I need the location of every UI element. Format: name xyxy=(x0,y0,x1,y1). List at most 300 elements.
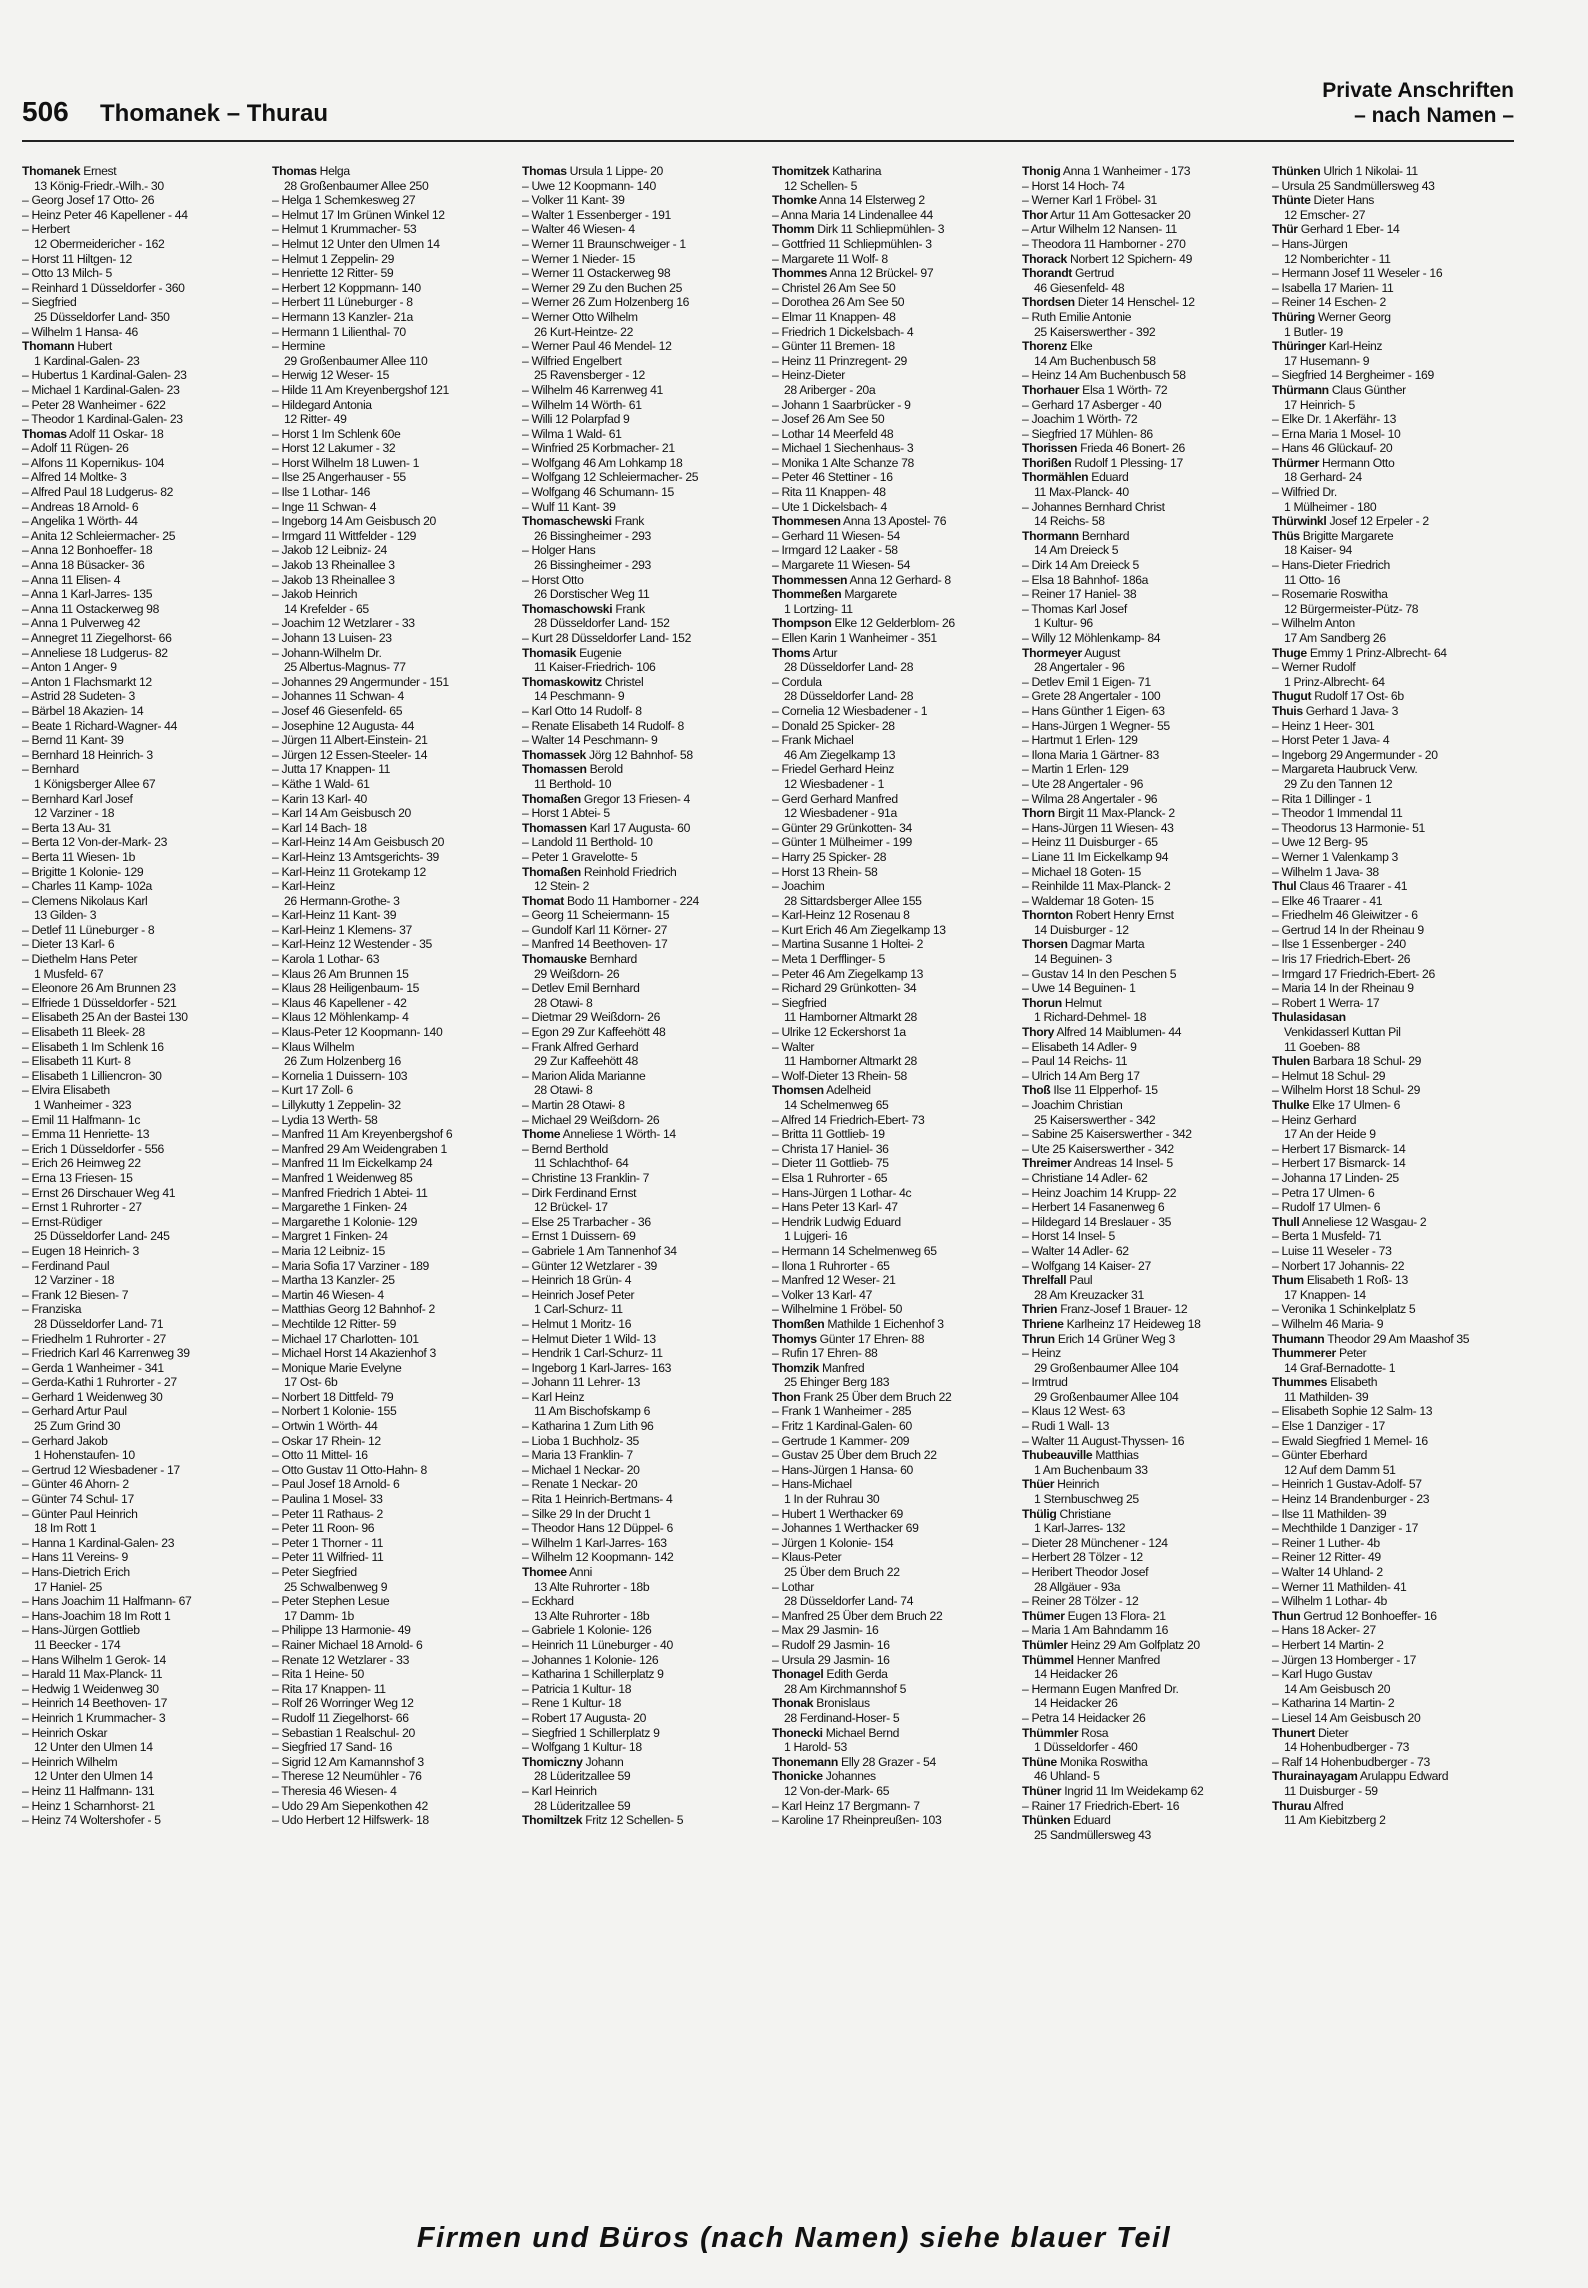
listing-entry: – Christel 26 Am See 50 xyxy=(772,280,896,295)
listing-entry: – Bernd 11 Kant- 39 xyxy=(22,733,124,748)
listing-entry: 28 Ferdinand-Hoser- 5 xyxy=(784,1710,900,1725)
listing-entry: – Hans 18 Acker- 27 xyxy=(1272,1623,1376,1638)
listing-entry: – Günter 29 Grünkotten- 34 xyxy=(772,820,912,835)
listing-entry: – Irmgard 11 Wittfelder - 129 xyxy=(272,528,417,543)
listing-entry: – Klaus 12 Möhlenkamp- 4 xyxy=(272,1010,409,1025)
listing-entry: – Elsa 1 Ruhrorter - 65 xyxy=(772,1170,888,1185)
listing-entry: Thorißen Rudolf 1 Plessing- 17 xyxy=(1022,455,1183,470)
listing-entry: Thum Elisabeth 1 Roß- 13 xyxy=(1272,1273,1408,1288)
listing-entry: 29 Weißdorn- 26 xyxy=(534,966,620,981)
listing-entry: Thordsen Dieter 14 Henschel- 12 xyxy=(1022,295,1195,310)
listing-entry: – Cornelia 12 Wiesbadener - 1 xyxy=(772,703,928,718)
listing-entry: – Uwe 14 Beguinen- 1 xyxy=(1022,981,1136,996)
listing-entry: – Jakob Heinrich xyxy=(272,587,358,602)
listing-entry: – Berta 12 Von-der-Mark- 23 xyxy=(22,835,167,850)
listing-entry: Thümmel Henner Manfred xyxy=(1022,1652,1160,1667)
listing-entry: 29 Großenbaumer Allee 104 xyxy=(1034,1389,1179,1404)
listing-entry: – Reiner 12 Ritter- 49 xyxy=(1272,1550,1381,1565)
listing-entry: – Elmar 11 Knappen- 48 xyxy=(772,309,896,324)
surname: Thomassek xyxy=(522,747,586,762)
page-footer-note: Firmen und Büros (nach Namen) siehe blauer Teil xyxy=(416,2222,1172,2254)
listing-entry: – Werner 11 Ostackerweg 98 xyxy=(522,266,671,281)
listing-entry: – Gerhard Jakob xyxy=(22,1433,108,1448)
listing-entry: – Rainer 17 Friedrich-Ebert- 16 xyxy=(1022,1798,1180,1813)
listing-entry: – Klaus Wilhelm xyxy=(272,1039,355,1054)
listing-entry: Threimer Andreas 14 Insel- 5 xyxy=(1022,1156,1173,1171)
listing-entry: – Rudolf 29 Jasmin- 16 xyxy=(772,1637,890,1652)
listing-entry: – Walter 46 Wiesen- 4 xyxy=(522,222,635,237)
listing-entry: Thonemann Elly 28 Grazer - 54 xyxy=(772,1754,936,1769)
listing-entry: – Heinrich Oskar xyxy=(22,1725,108,1740)
listing-entry: 46 Giesenfeld- 48 xyxy=(1034,280,1125,295)
listing-entry: – Hermine xyxy=(272,339,326,354)
listing-entry: Thomsen Adelheid xyxy=(772,1083,871,1098)
listing-entry: – Christine 13 Franklin- 7 xyxy=(522,1170,650,1185)
listing-entry: Thulke Elke 17 Ulmen- 6 xyxy=(1272,1098,1401,1112)
listing-column-2 xyxy=(272,164,514,2224)
listing-entry: – Karl-Heinz 12 Westender - 35 xyxy=(272,937,432,952)
listing-entry: Thomaßen Reinhold Friedrich xyxy=(522,864,677,879)
listing-entry: 12 Varziner - 18 xyxy=(34,806,115,821)
listing-entry: – Rainer Michael 18 Arnold- 6 xyxy=(272,1637,423,1652)
listing-entry: Thummerer Peter xyxy=(1272,1346,1367,1361)
listing-entry: – Hildegard Antonia xyxy=(272,397,372,412)
surname: Thommessen xyxy=(772,572,848,587)
listing-entry: Thomaskowitz Christel xyxy=(522,674,644,689)
listing-entry: – Anna 18 Büsacker- 36 xyxy=(22,558,145,573)
listing-entry: – Erna 13 Friesen- 15 xyxy=(22,1170,133,1185)
listing-entry: – Eckhard xyxy=(522,1594,574,1609)
listing-entry: 17 Knappen- 14 xyxy=(1284,1287,1366,1302)
listing-entry: – Gabriele 1 Kolonie- 126 xyxy=(522,1623,652,1638)
listing-entry: – Ortwin 1 Wörth- 44 xyxy=(272,1419,378,1434)
listing-entry: – Elisabeth 25 An der Bastei 130 xyxy=(22,1010,188,1025)
surname: Thomas xyxy=(272,164,317,178)
listing-entry: – Ulrich 14 Am Berg 17 xyxy=(1022,1068,1140,1083)
surname: Thomauske xyxy=(522,952,587,967)
listing-entry: 1 Karl-Jarres- 132 xyxy=(1034,1521,1126,1536)
listing-entry: – Bernhard xyxy=(22,762,79,777)
listing-entry: – Siegfried 1 Schillerplatz 9 xyxy=(522,1725,660,1740)
listing-entry: – Joachim Christian xyxy=(1022,1098,1123,1112)
listing-entry: – Renate 1 Neckar- 20 xyxy=(522,1477,638,1492)
listing-entry: – Iris 17 Friedrich-Ebert- 26 xyxy=(1272,952,1411,967)
listing-entry: Thommesen Anna 13 Apostel- 76 xyxy=(772,514,947,529)
listing-entry: – Werner 1 Valenkamp 3 xyxy=(1272,849,1398,864)
listing-entry: 18 Kaiser- 94 xyxy=(1284,543,1352,558)
listing-entry: – Dirk 14 Am Dreieck 5 xyxy=(1022,558,1139,573)
listing-entry: – Johann 13 Luisen- 23 xyxy=(272,631,392,645)
listing-entry: Thriene Karlheinz 17 Heideweg 18 xyxy=(1022,1316,1201,1331)
listing-entry: – Walter 14 Peschmann- 9 xyxy=(522,733,658,748)
listing-entry: – Hermann 13 Kanzler- 21a xyxy=(272,309,413,324)
listing-entry: – Ute 25 Kaiserswerther - 342 xyxy=(1022,1141,1174,1156)
listing-entry: Thorandt Gertrud xyxy=(1022,266,1114,281)
listing-entry: – Siegfried xyxy=(22,295,77,310)
listing-entry: – Christiane 14 Adler- 62 xyxy=(1022,1170,1148,1185)
listing-entry: – Silke 29 In der Drucht 1 xyxy=(522,1506,651,1521)
listing-entry: – Robert 17 Augusta- 20 xyxy=(522,1710,647,1725)
listing-entry: – Anna 1 Pulverweg 42 xyxy=(22,616,140,631)
listing-entry: Thomas Adolf 11 Oskar- 18 xyxy=(22,426,164,441)
listing-entry: 26 Kurt-Heintze- 22 xyxy=(534,324,634,339)
listing-entry: – Peter 28 Wanheimer - 622 xyxy=(22,397,166,412)
listing-entry: – Rosemarie Roswitha xyxy=(1272,587,1388,602)
listing-entry: – Reiner 28 Tölzer - 12 xyxy=(1022,1594,1139,1609)
listing-entry: Thonak Bronislaus xyxy=(772,1696,870,1711)
listing-entry: 1 Lortzing- 11 xyxy=(784,601,853,616)
listing-entry: 12 Wiesbadener - 1 xyxy=(784,776,885,791)
listing-entry: – Paul 14 Reichs- 11 xyxy=(1022,1054,1128,1069)
listing-entry: – Hans Peter 13 Karl- 47 xyxy=(772,1200,898,1215)
listing-entry: 28 Am Kirchmannshof 5 xyxy=(784,1681,907,1696)
listing-entry: – Eleonore 26 Am Brunnen 23 xyxy=(22,981,176,996)
listing-entry: – Franziska xyxy=(22,1302,82,1317)
listing-entry: 14 Graf-Bernadotte- 1 xyxy=(1284,1360,1396,1375)
listing-entry: – Joachim xyxy=(772,879,825,894)
listing-entry: 26 Dorstischer Weg 11 xyxy=(534,587,650,602)
listing-entry: – Gerhard 17 Asberger - 40 xyxy=(1022,397,1162,412)
listing-entry: – Günter Eberhard xyxy=(1272,1448,1367,1463)
surname: Thomaschewski xyxy=(522,514,612,529)
listing-entry: – Sabine 25 Kaiserswerther - 342 xyxy=(1022,1127,1192,1142)
listing-entry: Thulen Barbara 18 Schul- 29 xyxy=(1272,1054,1422,1069)
listing-entry: – Helmut 12 Unter den Ulmen 14 xyxy=(272,236,440,251)
listing-entry: Thommessen Anna 12 Gerhard- 8 xyxy=(772,572,951,587)
listing-entry: – Hildegard 14 Breslauer - 35 xyxy=(1022,1214,1172,1229)
listing-entry: Thun Gertrud 12 Bonhoeffer- 16 xyxy=(1272,1608,1437,1623)
surname: Thrien xyxy=(1022,1302,1058,1317)
listing-entry: 29 Großenbaumer Allee 110 xyxy=(284,353,428,368)
listing-entry: – Manfred 25 Über dem Bruch 22 xyxy=(772,1608,943,1623)
listing-entry: – Herbert 11 Lüneburger - 8 xyxy=(272,295,413,310)
listing-entry: – Elisabeth 11 Kurt- 8 xyxy=(22,1054,131,1069)
listing-entry: – Veronika 1 Schinkelplatz 5 xyxy=(1272,1302,1416,1317)
listing-entry: 12 Unter den Ulmen 14 xyxy=(34,1740,153,1755)
listing-entry: – Günter Paul Heinrich xyxy=(22,1506,138,1521)
listing-entry: – Karl 14 Am Geisbusch 20 xyxy=(272,806,411,821)
listing-entry: – Elisabeth 1 Lilliencron- 30 xyxy=(22,1068,162,1083)
listing-entry: – Ernst 26 Dirschauer Weg 41 xyxy=(22,1185,176,1200)
listing-entry: – Ilona 1 Ruhrorter - 65 xyxy=(772,1258,890,1273)
listing-entry: – Wolfgang 1 Kultur- 18 xyxy=(522,1740,642,1755)
listing-entry: 14 Hohenbudberger - 73 xyxy=(1284,1740,1410,1755)
listing-entry: – Sebastian 1 Realschul- 20 xyxy=(272,1725,415,1740)
surname: Thome xyxy=(522,1127,561,1142)
listing-entry: Thome Anneliese 1 Wörth- 14 xyxy=(522,1127,676,1142)
listing-entry: 13 Alte Ruhrorter - 18b xyxy=(534,1608,650,1623)
listing-entry: – Theodor Hans 12 Düppel- 6 xyxy=(522,1521,673,1536)
listing-entry: 11 Am Kiebitzberg 2 xyxy=(1284,1813,1386,1828)
surname: Thuge xyxy=(1272,645,1307,660)
listing-entry: – Renate Elisabeth 14 Rudolf- 8 xyxy=(522,718,684,733)
listing-entry: – Friedhelm 46 Gleiwitzer - 6 xyxy=(1272,908,1418,923)
listing-entry: – Hubertus 1 Kardinal-Galen- 23 xyxy=(22,368,187,383)
listing-entry: 28 Otawi- 8 xyxy=(534,995,593,1010)
listing-entry: – Georg Josef 17 Otto- 26 xyxy=(22,193,155,208)
listing-entry: 46 Uhland- 5 xyxy=(1034,1769,1100,1784)
listing-entry: – Helmut 1 Zeppelin- 29 xyxy=(272,251,395,266)
listing-entry: – Karl Otto 14 Rudolf- 8 xyxy=(522,703,642,718)
listing-entry: – Martin 28 Otawi- 8 xyxy=(522,1098,625,1112)
listing-entry: – Petra 17 Ulmen- 6 xyxy=(1272,1185,1375,1200)
listing-entry: Thomitzek Katharina xyxy=(772,164,882,178)
listing-entry: – Rudi 1 Wall- 13 xyxy=(1022,1419,1110,1434)
listing-entry: – Gerhard 11 Wiesen- 54 xyxy=(772,528,900,543)
surname: Thomaßen xyxy=(522,791,581,806)
listing-entry: – Siegfried 17 Mühlen- 86 xyxy=(1022,426,1153,441)
listing-entry: – Cordula xyxy=(772,674,822,689)
header-rule xyxy=(22,140,1514,142)
listing-entry: Thonicke Johannes xyxy=(772,1769,876,1784)
listing-entry: – Dietmar 29 Weißdorn- 26 xyxy=(522,1010,661,1025)
listing-entry: – Walter 11 August-Thyssen- 16 xyxy=(1022,1433,1185,1448)
listing-entry: 11 Berthold- 10 xyxy=(534,776,612,791)
listing-entry: Thür Gerhard 1 Eber- 14 xyxy=(1272,222,1400,237)
listing-entry: 11 Am Bischofskamp 6 xyxy=(534,1404,651,1419)
surname: Thurainayagam xyxy=(1272,1769,1358,1784)
surname: Thümler xyxy=(1022,1637,1068,1652)
listing-entry: – Michael Horst 14 Akazienhof 3 xyxy=(272,1346,436,1361)
listing-entry: Thomys Günter 17 Ehren- 88 xyxy=(772,1331,925,1346)
listing-entry: – Helmut 17 Im Grünen Winkel 12 xyxy=(272,207,445,222)
listing-entry: Thürmer Hermann Otto xyxy=(1272,455,1395,470)
listing-entry: – Alfred Paul 18 Ludgerus- 82 xyxy=(22,485,174,500)
listing-entry: – Udo 29 Am Siepenkothen 42 xyxy=(272,1798,428,1813)
listing-entry: – Hans-Michael xyxy=(772,1477,852,1492)
listing-entry: – Emil 11 Halfmann- 1c xyxy=(22,1112,141,1127)
listing-entry: – Maria 12 Leibniz- 15 xyxy=(272,1243,385,1258)
surname: Thommes xyxy=(772,266,828,281)
listing-entry: Thomassen Karl 17 Augusta- 60 xyxy=(522,820,691,835)
listing-entry: 14 Am Buchenbusch 58 xyxy=(1034,353,1156,368)
listing-entry: 26 Hermann-Grothe- 3 xyxy=(284,893,400,908)
listing-entry: 25 Kaiserswerther - 392 xyxy=(1034,324,1156,339)
listing-entry: – Norbert 18 Dittfeld- 79 xyxy=(272,1389,394,1404)
surname: Thümmler xyxy=(1022,1725,1079,1740)
listing-entry: – Hans-Jürgen 1 Hansa- 60 xyxy=(772,1462,913,1477)
listing-entry: – Karin 13 Karl- 40 xyxy=(272,791,367,806)
surname: Thun xyxy=(1272,1608,1301,1623)
listing-entry: – Elke 46 Traarer - 41 xyxy=(1272,893,1383,908)
listing-entry: 25 Ehinger Berg 183 xyxy=(784,1375,890,1390)
listing-entry: 13 Alte Ruhrorter - 18b xyxy=(534,1579,650,1594)
listing-entry: – Käthe 1 Wald- 61 xyxy=(272,776,370,791)
listing-entry: Threlfall Paul xyxy=(1022,1273,1093,1288)
listing-entry: – Inge 11 Schwan- 4 xyxy=(272,499,377,514)
listing-entry: 12 Stein- 2 xyxy=(534,879,590,894)
listing-entry: 1 Carl-Schurz- 11 xyxy=(534,1302,623,1317)
surname: Thunert xyxy=(1272,1725,1315,1740)
listing-column-6 xyxy=(1272,164,1514,2224)
listing-entry: 12 Wiesbadener - 91a xyxy=(784,806,897,821)
listing-entry: 46 Am Ziegelkamp 13 xyxy=(784,747,896,762)
surname: Threimer xyxy=(1022,1156,1072,1171)
listing-entry: – Robert 1 Werra- 17 xyxy=(1272,995,1380,1010)
listing-entry: – Gertrude 1 Kammer- 209 xyxy=(772,1433,910,1448)
listing-entry: – Klaus-Peter xyxy=(772,1550,842,1565)
listing-entry: Thuis Gerhard 1 Java- 3 xyxy=(1272,703,1399,718)
listing-entry: 12 Brückel- 17 xyxy=(534,1200,608,1215)
listing-entry: – Herbert 14 Fasanenweg 6 xyxy=(1022,1200,1165,1215)
surname: Thomßen xyxy=(772,1316,825,1331)
listing-entry: 11 Hamborner Altmarkt 28 xyxy=(784,1010,917,1025)
listing-entry: – Horst Wilhelm 18 Luwen- 1 xyxy=(272,455,420,470)
listing-entry: 28 Ariberger - 20a xyxy=(784,382,876,397)
listing-entry: – Theodora 11 Hamborner - 270 xyxy=(1022,236,1186,251)
listing-entry: Thomassek Jörg 12 Bahnhof- 58 xyxy=(522,747,693,762)
surname: Thomann xyxy=(22,339,75,354)
listing-entry: – Hedwig 1 Weidenweg 30 xyxy=(22,1681,159,1696)
listing-entry: Thor Artur 11 Am Gottesacker 20 xyxy=(1022,207,1191,222)
listing-entry: – Dieter 13 Karl- 6 xyxy=(22,937,115,952)
listing-entry: – Horst Peter 1 Java- 4 xyxy=(1272,733,1390,748)
listing-entry: – Holger Hans xyxy=(522,543,596,558)
surname: Thon xyxy=(772,1389,801,1404)
listing-entry: – Klaus 46 Kapellener - 42 xyxy=(272,995,407,1010)
listing-entry: – Horst 13 Rhein- 58 xyxy=(772,864,878,879)
surname: Thürwinkl xyxy=(1272,514,1327,529)
listing-entry: 11 Hamborner Altmarkt 28 xyxy=(784,1054,917,1069)
listing-entry: – Rudolf 11 Ziegelhorst- 66 xyxy=(272,1710,409,1725)
listing-entry: – Horst 11 Hiltgen- 12 xyxy=(22,251,132,266)
listing-entry: – Uwe 12 Koopmann- 140 xyxy=(522,178,656,193)
listing-entry: – Wilhelm 46 Karrenweg 41 xyxy=(522,382,663,397)
listing-entry: Thüne Monika Roswitha xyxy=(1022,1754,1148,1769)
listing-entry: Thomaßen Gregor 13 Friesen- 4 xyxy=(522,791,690,806)
listing-entry: – Gertrud 12 Wiesbadener - 17 xyxy=(22,1462,180,1477)
listing-entry: 29 Zur Kaffeehött 48 xyxy=(534,1054,638,1069)
listing-entry: – Elke Dr. 1 Akerfähr- 13 xyxy=(1272,412,1397,427)
listing-entry: – Diethelm Hans Peter xyxy=(22,952,138,967)
listing-entry: – Walter 14 Adler- 62 xyxy=(1022,1243,1129,1258)
listing-column-5 xyxy=(1022,164,1264,2224)
listing-entry: 1 Kultur- 96 xyxy=(1034,616,1093,631)
listing-column-3 xyxy=(522,164,764,2224)
listing-columns xyxy=(22,164,1514,2224)
surname: Thürmann xyxy=(1272,382,1329,397)
listing-entry: 1 Königsberger Allee 67 xyxy=(34,776,156,791)
listing-entry: 28 Düsseldorfer Land- 71 xyxy=(34,1316,164,1331)
listing-entry: – Werner Paul 46 Mendel- 12 xyxy=(522,339,672,354)
listing-entry: – Werner 29 Zu den Buchen 25 xyxy=(522,280,683,295)
listing-entry: – Philippe 13 Harmonie- 49 xyxy=(272,1623,411,1638)
listing-entry: Venkidasserl Kuttan Pil xyxy=(1284,1025,1401,1040)
section-title-line1: Private Anschriften xyxy=(1322,79,1514,102)
listing-entry: – Horst 1 Im Schlenk 60e xyxy=(272,426,401,441)
listing-entry: – Hubert 1 Werthacker 69 xyxy=(772,1506,903,1521)
listing-entry: – Horst 1 Abtei- 5 xyxy=(522,806,610,821)
listing-entry: – Klaus 26 Am Brunnen 15 xyxy=(272,966,409,981)
listing-entry: Thomiczny Johann xyxy=(522,1754,624,1769)
listing-entry: – Harald 11 Max-Planck- 11 xyxy=(22,1667,163,1682)
surname: Thornton xyxy=(1022,908,1073,923)
listing-entry: – Heinrich 18 Grün- 4 xyxy=(522,1273,632,1288)
listing-entry: – Annegret 11 Ziegelhorst- 66 xyxy=(22,631,172,645)
listing-entry: – Landold 11 Berthold- 10 xyxy=(522,835,653,850)
listing-entry: – Gundolf Karl 11 Körner- 27 xyxy=(522,922,668,937)
listing-entry: – Frank Michael xyxy=(772,733,854,748)
listing-entry: – Herwig 12 Weser- 15 xyxy=(272,368,390,383)
listing-entry: – Margarethe 1 Finken- 24 xyxy=(272,1200,407,1215)
listing-entry: – Johannes 11 Schwan- 4 xyxy=(272,689,404,704)
listing-entry: – Eugen 18 Heinrich- 3 xyxy=(22,1243,139,1258)
listing-entry: – Georg 11 Scheiermann- 15 xyxy=(522,908,670,923)
listing-entry: – Manfred 12 Weser- 21 xyxy=(772,1273,896,1288)
surname: Thümmel xyxy=(1022,1652,1074,1667)
listing-entry: – Heinz 74 Woltershofer - 5 xyxy=(22,1813,161,1828)
listing-entry: Thümmler Rosa xyxy=(1022,1725,1109,1740)
surname: Thomaskowitz xyxy=(522,674,602,689)
listing-entry: – Johann-Wilhelm Dr. xyxy=(272,645,382,660)
listing-entry: – Monique Marie Evelyne xyxy=(272,1360,402,1375)
listing-entry: – Irmgard 12 Laaker - 58 xyxy=(772,543,898,558)
page-number: 506 xyxy=(22,96,69,127)
listing-entry: – Harry 25 Spicker- 28 xyxy=(772,849,887,864)
listing-entry: – Jürgen 13 Homberger - 17 xyxy=(1272,1652,1417,1667)
listing-entry: Thomiltzek Fritz 12 Schellen- 5 xyxy=(522,1813,684,1828)
listing-entry: 17 An der Heide 9 xyxy=(1284,1127,1376,1142)
listing-entry: – Hans Joachim 11 Halfmann- 67 xyxy=(22,1594,192,1609)
listing-entry: – Erich 26 Heimweg 22 xyxy=(22,1156,141,1171)
listing-entry: – Matthias Georg 12 Bahnhof- 2 xyxy=(272,1302,435,1317)
listing-column-4 xyxy=(772,164,1014,2224)
listing-entry: Thormeyer August xyxy=(1022,645,1121,660)
listing-entry: – Donald 25 Spicker- 28 xyxy=(772,718,895,733)
listing-entry: – Margret 1 Finken- 24 xyxy=(272,1229,388,1244)
listing-entry: 1 Sternbuschweg 25 xyxy=(1034,1492,1139,1507)
listing-entry: – Theodor 1 Immendal 11 xyxy=(1272,806,1403,821)
surname: Thumann xyxy=(1272,1331,1325,1346)
listing-entry: Thoß Ilse 11 Elpperhof- 15 xyxy=(1022,1083,1158,1098)
listing-entry: – Artur Wilhelm 12 Nansen- 11 xyxy=(1022,222,1177,237)
listing-entry: – Elisabeth 1 Im Schlenk 16 xyxy=(22,1039,164,1054)
listing-entry: – Christa 17 Haniel- 36 xyxy=(772,1141,889,1156)
listing-entry: – Hermann Eugen Manfred Dr. xyxy=(1022,1681,1179,1696)
listing-entry: 29 Zu den Tannen 12 xyxy=(1284,776,1393,791)
surname: Thomitzek xyxy=(772,164,830,178)
listing-entry: – Friedrich 1 Dickelsbach- 4 xyxy=(772,324,914,339)
listing-entry: 1 Hohenstaufen- 10 xyxy=(34,1448,135,1463)
listing-entry: Thümler Heinz 29 Am Golfplatz 20 xyxy=(1022,1637,1200,1652)
listing-entry: Thormählen Eduard xyxy=(1022,470,1129,485)
listing-entry: – Bernhard 18 Heinrich- 3 xyxy=(22,747,153,762)
listing-entry: – Therese 12 Neumühler - 76 xyxy=(272,1769,422,1784)
listing-entry: – Peter 46 Stettiner - 16 xyxy=(772,470,893,485)
surname: Thommesen xyxy=(772,514,841,529)
listing-entry: – Hans Günther 1 Eigen- 63 xyxy=(1022,703,1165,718)
listing-entry: – Heinz 1 Scharnhorst- 21 xyxy=(22,1798,155,1813)
listing-entry: – Ilona Maria 1 Gärtner- 83 xyxy=(1022,747,1159,762)
surname: Thum xyxy=(1272,1273,1304,1288)
listing-entry: – Johanna 17 Linden- 25 xyxy=(1272,1170,1399,1185)
listing-entry: – Norbert 17 Johannis- 22 xyxy=(1272,1258,1405,1273)
surname: Thoß xyxy=(1022,1083,1051,1098)
listing-entry: – Clemens Nikolaus Karl xyxy=(22,893,148,908)
listing-entry: 12 Ritter- 49 xyxy=(284,412,347,427)
listing-entry: – Else 25 Trarbacher - 36 xyxy=(522,1214,651,1229)
listing-entry: 13 König-Friedr.-Wilh.- 30 xyxy=(34,178,164,193)
listing-entry: Thünken Ulrich 1 Nikolai- 11 xyxy=(1272,164,1418,178)
listing-entry: – Karl-Heinz 1 Klemens- 37 xyxy=(272,922,412,937)
listing-entry: – Wilma 1 Wald- 61 xyxy=(522,426,622,441)
listing-entry: – Heinrich Wilhelm xyxy=(22,1754,118,1769)
listing-entry: – Heinrich 14 Beethoven- 17 xyxy=(22,1696,168,1711)
listing-entry: Thomzik Manfred xyxy=(772,1360,865,1375)
listing-entry: 1 In der Ruhrau 30 xyxy=(784,1492,880,1507)
listing-entry: Thommes Anna 12 Brückel- 97 xyxy=(772,266,934,281)
listing-entry: – Josef 46 Giesenfeld- 65 xyxy=(272,703,403,718)
